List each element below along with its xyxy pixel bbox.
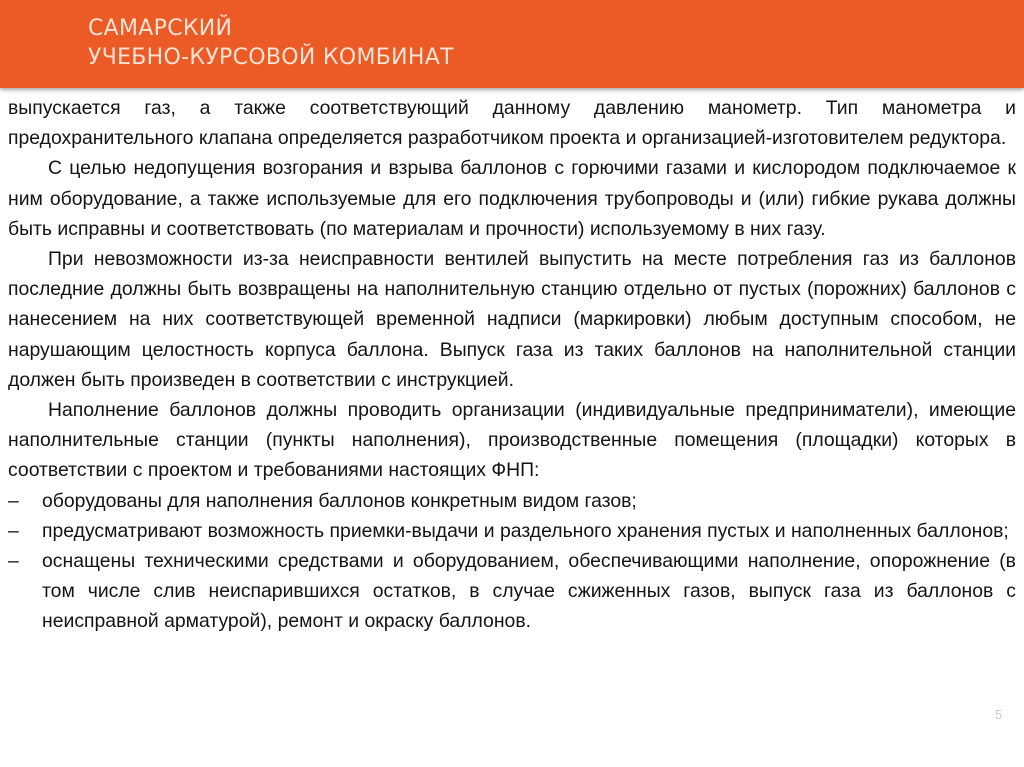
paragraph-filling-requirements: Наполнение баллонов должны проводить организации (индивидуальные предприниматели), имеющие наполнительные станции (пункты наполнения), производственные помещения (площадки) которых в соответствии с проектом и требованиями настоящих ФНП: [8, 399, 1016, 482]
list-item [8, 486, 1016, 516]
list-marker: – [8, 519, 19, 542]
organization-name [88, 14, 454, 72]
organization-name-line2: УЧЕБНО-КУРСОВОЙ КОМБИНАТ [88, 45, 454, 70]
organization-name-line1: САМАРСКИЙ [88, 16, 233, 41]
paragraph-faulty-valves: При невозможности из-за неисправности вентилей выпустить на месте потребления газ из баллонов последние должны быть возвращены на наполнительную станцию отдельно от пустых (порожних) баллонов с нанесением на них соответствующей временной надписи (маркировки) любым доступным способом, не нарушающим целостность корпуса баллона. Выпуск газа из таких баллонов на наполнительной станции должен быть произведен в соответствии с инструкцией. [8, 248, 1016, 391]
slide-number: 5 [995, 707, 1003, 722]
list-item-text: предусматривают возможность приемки-выдачи и раздельного хранения пустых и наполненных баллонов; [42, 519, 1009, 542]
header-banner [0, 0, 1024, 88]
paragraph-continuation: выпускается газ, а также соответствующий данному давлению манометр. Тип манометра и предохранительного клапана определяется разработчиком проекта и организацией-изготовителем редуктора. [8, 97, 1016, 150]
list-item-text: оборудованы для наполнения баллонов конкретным видом газов; [42, 489, 637, 512]
paragraph-fire-prevention: С целью недопущения возгорания и взрыва баллонов с горючими газами и кислородом подключаемое к ним оборудование, а также используемые для его подключения трубопроводы и (или) гибкие рукава должны быть исправны и соответствовать (по материалам и прочности) используемому в них газу. [8, 157, 1016, 240]
list-marker: – [8, 489, 19, 512]
list-item-text: оснащены техническими средствами и оборудованием, обеспечивающими наполнение, опорожнение (в том числе слив неиспарившихся остатков, в случае сжиженных газов, выпуск газа из баллонов с неисправной арматурой), ремонт и окраску баллонов. [42, 550, 1016, 633]
document-body [8, 93, 1016, 637]
list-item [8, 546, 1016, 637]
list-item [8, 516, 1016, 546]
list-marker: – [8, 550, 19, 573]
